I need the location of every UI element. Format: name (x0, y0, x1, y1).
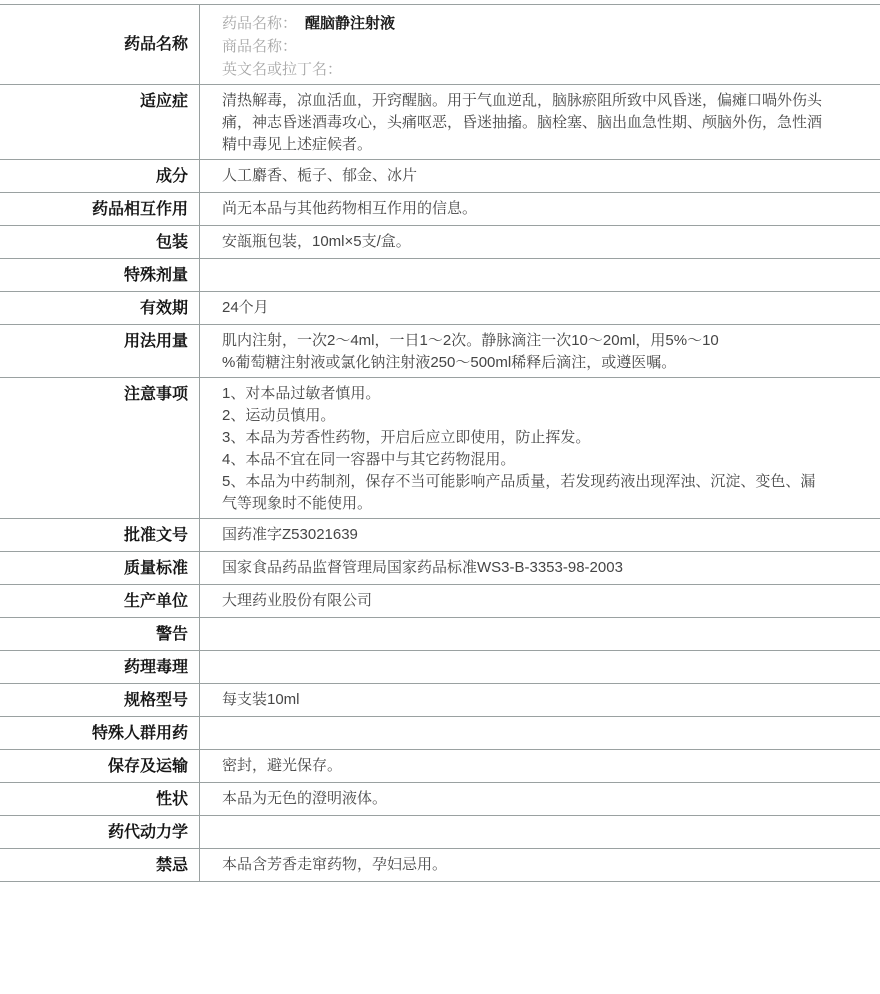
drug-info-table (0, 4, 880, 882)
row-label: 规格型号 (0, 684, 200, 716)
row-content: 每支装10ml (222, 691, 300, 708)
table-row-contraindications (0, 849, 880, 882)
row-label: 用法用量 (0, 325, 200, 377)
row-content (200, 816, 880, 848)
row-label: 特殊剂量 (0, 259, 200, 291)
row-label: 成分 (0, 160, 200, 192)
table-row-precautions (0, 378, 880, 519)
row-content: 国药准字Z53021639 (222, 526, 358, 543)
row-label: 特殊人群用药 (0, 717, 200, 749)
table-row-packaging (0, 226, 880, 259)
row-label: 药品名称 (0, 5, 200, 84)
row-label: 注意事项 (0, 378, 200, 518)
row-content: 清热解毒，凉血活血，开窍醒脑。用于气血逆乱，脑脉瘀阻所致中风昏迷，偏瘫口喎外伤头 痛，神志昏迷酒毒攻心，头痛呕恶，昏迷抽搐。脑栓塞、脑出血急性期、颅脑外伤，急性酒 精中毒见上述症候者。 (222, 92, 823, 153)
row-label: 药理毒理 (0, 651, 200, 683)
row-label: 有效期 (0, 292, 200, 324)
row-label: 保存及运输 (0, 750, 200, 782)
table-row-drug-interactions (0, 193, 880, 226)
table-row-storage-transport (0, 750, 880, 783)
row-content (200, 651, 880, 683)
row-content: 大理药业股份有限公司 (222, 592, 373, 609)
row-content: 人工麝香、栀子、郁金、冰片 (222, 167, 418, 184)
table-row-special-dosage (0, 259, 880, 292)
drug-name-field-label: 药品名称： (222, 15, 298, 32)
row-label: 批准文号 (0, 519, 200, 551)
latin-name-line (222, 58, 860, 81)
row-label: 药品相互作用 (0, 193, 200, 225)
table-row-approval-number (0, 519, 880, 552)
table-row-quality-standard (0, 552, 880, 585)
latin-name-field-label: 英文名或拉丁名： (222, 61, 343, 78)
row-content: 1、对本品过敏者慎用。 2、运动员慎用。 3、本品为芳香性药物，开启后应立即使用，防止挥发。 4、本品不宜在同一容器中与其它药物混用。 5、本品为中药制剂，保存不当可能影响产品质量，若发现药液出现浑浊、沉淀、变色、漏 气等现象时不能使用。 (222, 385, 816, 512)
table-row-appearance (0, 783, 880, 816)
row-label: 药代动力学 (0, 816, 200, 848)
drug-name-value: 醒脑静注射液 (305, 15, 396, 32)
row-content: 国家食品药品监督管理局国家药品标准WS3-B-3353-98-2003 (222, 559, 623, 576)
table-row-special-populations (0, 717, 880, 750)
table-row-pharmacokinetics (0, 816, 880, 849)
row-content: 24个月 (222, 299, 269, 316)
row-content: 肌内注射，一次2～4ml，一日1～2次。静脉滴注一次10～20ml，用5%～10 %葡萄糖注射液或氯化钠注射液250～500ml稀释后滴注，或遵医嘱。 (222, 332, 719, 371)
row-content: 安瓿瓶包装，10ml×5支/盒。 (222, 233, 411, 250)
table-row-manufacturer (0, 585, 880, 618)
table-row-shelf-life (0, 292, 880, 325)
table-row-warning (0, 618, 880, 651)
row-content (200, 717, 880, 749)
row-label: 质量标准 (0, 552, 200, 584)
row-content: 尚无本品与其他药物相互作用的信息。 (222, 200, 478, 217)
row-content: 本品含芳香走窜药物，孕妇忌用。 (222, 856, 448, 873)
drug-name-line (222, 12, 860, 35)
row-label: 性状 (0, 783, 200, 815)
trade-name-field-label: 商品名称： (222, 38, 298, 55)
row-content: 密封，避光保存。 (222, 757, 343, 774)
table-row-specification (0, 684, 880, 717)
table-row-ingredients (0, 160, 880, 193)
row-content (200, 5, 880, 84)
row-label: 禁忌 (0, 849, 200, 881)
trade-name-line (222, 35, 860, 58)
row-content (200, 618, 880, 650)
table-row-dosage-administration (0, 325, 880, 378)
row-label: 适应症 (0, 85, 200, 159)
row-label: 包装 (0, 226, 200, 258)
row-label: 生产单位 (0, 585, 200, 617)
row-content: 本品为无色的澄明液体。 (222, 790, 388, 807)
row-content (200, 259, 880, 291)
table-row-indications (0, 85, 880, 160)
table-row-pharmacology-toxicology (0, 651, 880, 684)
row-label: 警告 (0, 618, 200, 650)
table-row-drug-name (0, 5, 880, 85)
